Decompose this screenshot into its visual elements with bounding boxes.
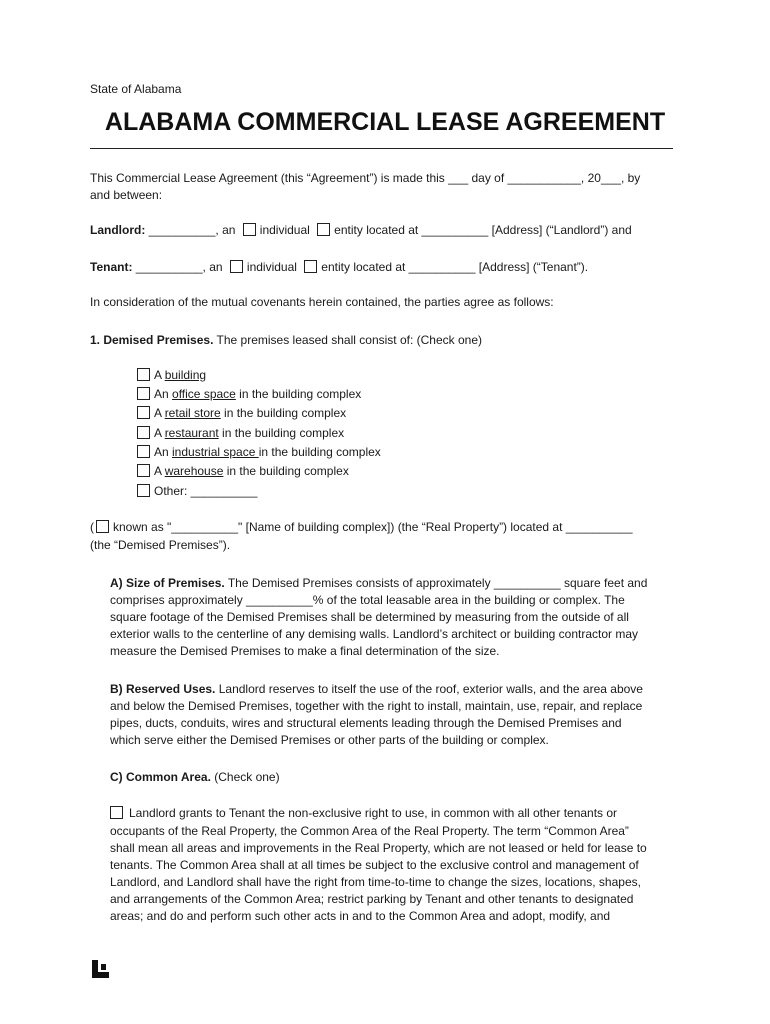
title-rule [90, 148, 673, 149]
tenant-line [90, 259, 588, 276]
document-title: ALABAMA COMMERCIAL LEASE AGREEMENT [104, 108, 666, 136]
consideration-text: In consideration of the mutual covenants herein contained, the parties agree as follows: [90, 295, 554, 309]
landlord-label: Landlord: [90, 223, 146, 237]
known-as-checkbox[interactable] [96, 520, 109, 533]
intro-line-2: and between: [90, 188, 163, 202]
size-line-4: exterior walls to the centerline of any demising walls. Landlord’s architect or building contractor may [110, 627, 639, 641]
premises-option-office: An office space in the building complex [137, 386, 361, 403]
known-as-line: ( known as "__________" [Name of building complex]) (the “Real Property”) located at __________ [90, 520, 633, 534]
landlord-entity-label: entity located at __________ [Address] (“Landlord”) and [334, 223, 632, 237]
tenant-individual-checkbox[interactable] [230, 260, 243, 273]
common-area-heading: C) Common Area. [110, 770, 211, 784]
section-1-heading: 1. Demised Premises. [90, 333, 214, 347]
common-area-checkbox[interactable] [110, 806, 123, 819]
common-line-6: and arrangements of the Common Area; restrict parking by Tenant and other tenants to designated [110, 892, 634, 906]
section-1-text: The premises leased shall consist of: (Check one) [216, 333, 482, 347]
landlord-line [90, 222, 632, 239]
premises-checkbox[interactable] [137, 445, 150, 458]
size-line-3: square footage of the Demised Premises shall be determined by measuring from the outside of all [110, 610, 629, 624]
landlord-entity-checkbox[interactable] [317, 223, 330, 236]
premises-checkbox[interactable] [137, 464, 150, 477]
tenant-individual-label: individual [246, 260, 297, 274]
tenant-label: Tenant: [90, 260, 133, 274]
premises-link[interactable]: restaurant [164, 426, 219, 440]
premises-option-other: Other: __________ [137, 483, 257, 500]
premises-checkbox[interactable] [137, 387, 150, 400]
brand-logo-icon [92, 960, 109, 978]
common-area-line: C) Common Area. (Check one) [110, 770, 280, 784]
premises-option-building: A building [137, 367, 206, 384]
landlord-individual-checkbox[interactable] [243, 223, 256, 236]
premises-option-retail: A retail store in the building complex [137, 405, 346, 422]
common-line-5: Landlord, and Landlord shall have the right from time-to-time to change the sizes, locations, shapes, [110, 875, 641, 889]
premises-checkbox[interactable] [137, 484, 150, 497]
premises-option-warehouse: A warehouse in the building complex [137, 463, 349, 480]
common-line-1: Landlord grants to Tenant the non-exclusive right to use, in common with all other tenants or [110, 805, 617, 822]
premises-checkbox[interactable] [137, 426, 150, 439]
landlord-name-blank: __________, an [148, 223, 236, 237]
state-label: State of Alabama [90, 82, 182, 96]
demised-premises-line: (the “Demised Premises”). [90, 538, 231, 552]
intro-line-1: This Commercial Lease Agreement (this “Agreement”) is made this ___ day of ___________, 20___, by [90, 171, 641, 185]
premises-option-restaurant: A restaurant in the building complex [137, 425, 344, 442]
section-1-line [90, 332, 482, 349]
tenant-entity-checkbox[interactable] [304, 260, 317, 273]
premises-link[interactable]: office space [172, 387, 236, 401]
reserved-line-2: and below the Demised Premises, together with the right to install, maintain, use, repair, and replace [110, 699, 643, 713]
size-heading: A) Size of Premises. [110, 576, 225, 590]
size-line-1: A) Size of Premises. The Demised Premises consists of approximately __________ square feet and [110, 576, 648, 590]
premises-link[interactable]: building [164, 368, 207, 382]
size-line-2: comprises approximately __________% of the total leasable area in the building or complex. The [110, 593, 625, 607]
premises-link[interactable]: industrial space [172, 445, 259, 459]
common-line-2: occupants of the Real Property, the Common Area of the Real Property. The term “Common Area” [110, 824, 629, 838]
premises-link[interactable]: warehouse [164, 464, 224, 478]
common-line-3: shall mean all areas and improvements in the Real Property, which are not leased or held for lease to [110, 841, 647, 855]
premises-option-industrial: An industrial space in the building complex [137, 444, 381, 461]
reserved-heading: B) Reserved Uses. [110, 682, 216, 696]
size-line-5: measure the Demised Premises to make a final determination of the size. [110, 644, 500, 658]
premises-link[interactable]: retail store [164, 406, 221, 420]
reserved-line-1: B) Reserved Uses. Landlord reserves to itself the use of the roof, exterior walls, and the area above [110, 682, 643, 696]
premises-checkbox[interactable] [137, 368, 150, 381]
landlord-individual-label: individual [259, 223, 310, 237]
common-line-4: tenants. The Common Area shall at all times be subject to the exclusive control and management of [110, 858, 639, 872]
tenant-name-blank: __________, an [135, 260, 223, 274]
premises-checkbox[interactable] [137, 406, 150, 419]
common-line-7: areas; and do and perform such other acts in and to the Common Area and adopt, modify, and [110, 909, 611, 923]
reserved-line-4: which serve either the Demised Premises or other parts of the building or complex. [110, 733, 549, 747]
reserved-line-3: pipes, ducts, conduits, wires and structural elements leading through the Demised Premises and [110, 716, 622, 730]
tenant-entity-label: entity located at __________ [Address] (“Tenant”). [321, 260, 589, 274]
